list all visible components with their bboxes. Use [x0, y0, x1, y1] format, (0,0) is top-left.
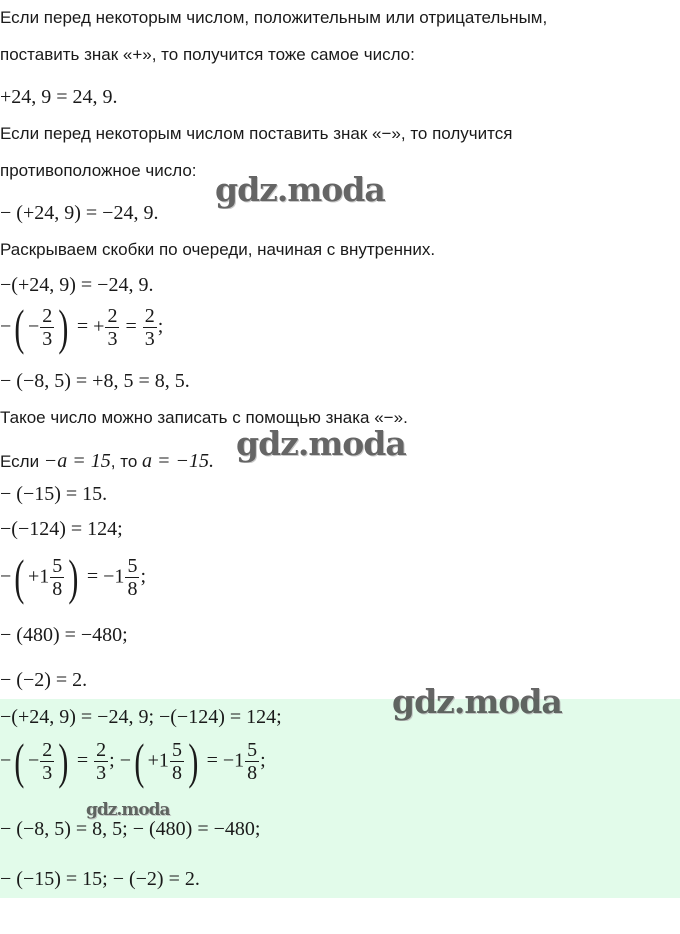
equation-plus-24-9: +24, 9 = 24, 9.: [0, 86, 118, 108]
answer-line-2: −( − $\frac{2}{3}$ ) = $\frac{2}{3}$ ; −( +1 $\frac{5}{8}$ ) = −1 $\frac{5}{8}$ ;: [0, 733, 266, 789]
answer-line-1: −(+24, 9) = −24, 9; −(−124) = 124;: [0, 706, 282, 728]
left-paren: (: [14, 549, 25, 605]
watermark-logo: gdz.moda: [215, 170, 385, 209]
left-paren: (: [14, 733, 25, 789]
paragraph-plus-sign-2: поставить знак «+», то получится тоже самое число:: [0, 45, 415, 64]
paragraph-plus-sign-1: Если перед некоторым числом, положительным или отрицательным,: [0, 8, 548, 27]
equation-480: − (480) = −480;: [0, 624, 128, 646]
equation-step-24-9: −(+24, 9) = −24, 9.: [0, 274, 154, 296]
watermark-logo: gdz.moda: [392, 682, 562, 721]
paragraph-minus-sign-2: противоположное число:: [0, 161, 197, 180]
fraction: $\frac{5}{8}$: [247, 738, 258, 784]
equation-minus-plus-24-9: − (+24, 9) = −24, 9.: [0, 202, 159, 224]
watermark-logo: gdz.moda: [236, 424, 406, 463]
fraction: $\frac{2}{3}$: [96, 738, 107, 784]
left-paren: (: [14, 299, 25, 355]
fraction: $\frac{2}{3}$: [42, 738, 53, 784]
paragraph-open-brackets: Раскрываем скобки по очереди, начиная с внутренних.: [0, 240, 436, 259]
fraction: $\frac{5}{8}$: [127, 554, 138, 600]
right-paren: ): [188, 733, 199, 789]
fraction: $\frac{5}{8}$: [52, 554, 63, 600]
equation-mixed-fraction: −( +1 $\frac{5}{8}$ ) = −1 $\frac{5}{8}$ ;: [0, 549, 146, 605]
fraction: $\frac{2}{3}$: [144, 304, 155, 350]
answer-line-3: − (−8, 5) = 8, 5; − (480) = −480;: [0, 818, 261, 840]
equation-minus-15: − (−15) = 15.: [0, 483, 108, 505]
equation-fraction-two-thirds: −( − $\frac{2}{3}$ ) = + $\frac{2}{3}$ = $\frac{2}{3}$ ;: [0, 299, 164, 355]
right-paren: ): [58, 299, 69, 355]
equation-minus-2: − (−2) = 2.: [0, 669, 88, 691]
right-paren: ): [68, 549, 79, 605]
paragraph-minus-sign-note: Такое число можно записать с помощью знака «−».: [0, 408, 408, 427]
equation-minus-8-5: − (−8, 5) = +8, 5 = 8, 5.: [0, 370, 190, 392]
paragraph-minus-sign-1: Если перед некоторым числом поставить знак «−», то получится: [0, 124, 513, 143]
fraction: $\frac{2}{3}$: [107, 304, 118, 350]
answer-line-4: − (−15) = 15; − (−2) = 2.: [0, 868, 200, 890]
paragraph-a-equals: Если −a = 15, то a = −15.: [0, 450, 215, 472]
fraction: $\frac{5}{8}$: [171, 738, 182, 784]
left-paren: (: [134, 733, 145, 789]
equation-minus-124: −(−124) = 124;: [0, 518, 123, 540]
fraction: $\frac{2}{3}$: [42, 304, 53, 350]
watermark-logo: gdz.moda: [86, 800, 170, 820]
right-paren: ): [58, 733, 69, 789]
